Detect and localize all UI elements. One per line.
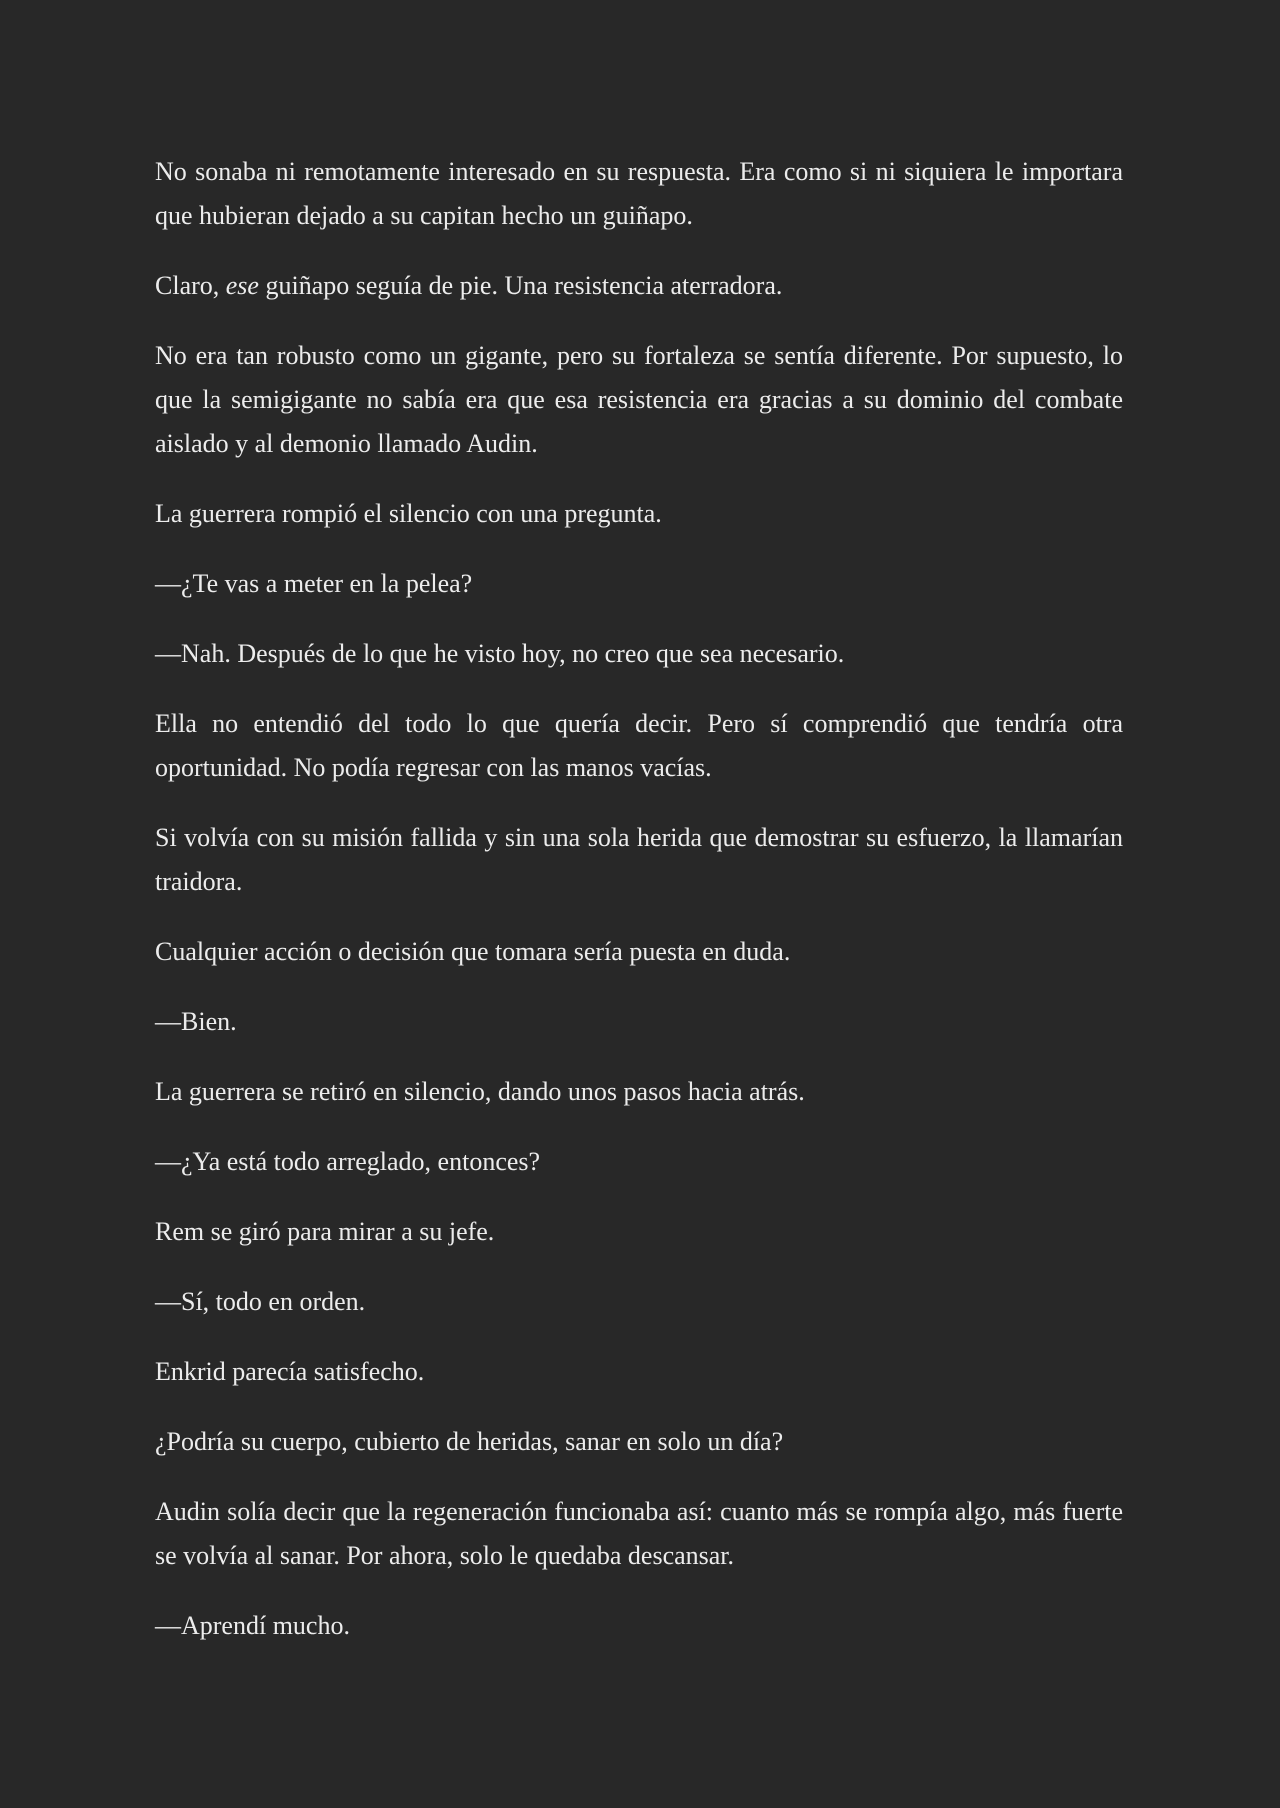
dialogue-line: —Nah. Después de lo que he visto hoy, no creo que sea necesario. <box>155 639 845 668</box>
paragraph-4: La guerrera rompió el silencio con una pregunta. <box>155 499 662 528</box>
dialogue-line: —Aprendí mucho. <box>155 1611 350 1640</box>
paragraph-17: Audin solía decir que la regeneración funcionaba así: cuanto más se rompía algo, más fuerte se volvía al sanar. Por ahora, solo le quedaba descansar. <box>155 1497 1123 1570</box>
paragraph-2-after: guiñapo seguía de pie. Una resistencia aterradora. <box>258 271 783 300</box>
paragraph-7: Ella no entendió del todo lo que quería decir. Pero sí comprendió que tendría otra oportunidad. No podía regresar con las manos vacías. <box>155 709 1123 782</box>
paragraph-11: La guerrera se retiró en silencio, dando unos pasos hacia atrás. <box>155 1077 805 1106</box>
paragraph-9: Cualquier acción o decisión que tomara sería puesta en duda. <box>155 937 791 966</box>
paragraph-2 <box>155 264 1123 308</box>
dialogue-line: —¿Te vas a meter en la pelea? <box>155 569 473 598</box>
paragraph-2-emphasis: ese <box>225 271 259 300</box>
paragraph-3: No era tan robusto como un gigante, pero su fortaleza se sentía diferente. Por supuesto, lo que la semigigante no sabía era que esa resistencia era gracias a su dominio del combate aislado y al demonio llamado Audin. <box>155 341 1123 458</box>
paragraph-13: Rem se giró para mirar a su jefe. <box>155 1217 495 1246</box>
paragraph-15: Enkrid parecía satisfecho. <box>155 1357 425 1386</box>
paragraph-1: No sonaba ni remotamente interesado en su respuesta. Era como si ni siquiera le importara que hubieran dejado a su capitan hecho un guiñapo. <box>155 157 1123 230</box>
paragraph-8: Si volvía con su misión fallida y sin una sola herida que demostrar su esfuerzo, la llamarían traidora. <box>155 823 1123 896</box>
paragraph-2-before: Claro, <box>155 271 226 300</box>
dialogue-line: —Sí, todo en orden. <box>155 1287 366 1316</box>
dialogue-line: —¿Ya está todo arreglado, entonces? <box>155 1147 541 1176</box>
paragraph-16: ¿Podría su cuerpo, cubierto de heridas, sanar en solo un día? <box>155 1427 784 1456</box>
dialogue-line: —Bien. <box>155 1007 237 1036</box>
reader-page <box>155 150 1123 1648</box>
